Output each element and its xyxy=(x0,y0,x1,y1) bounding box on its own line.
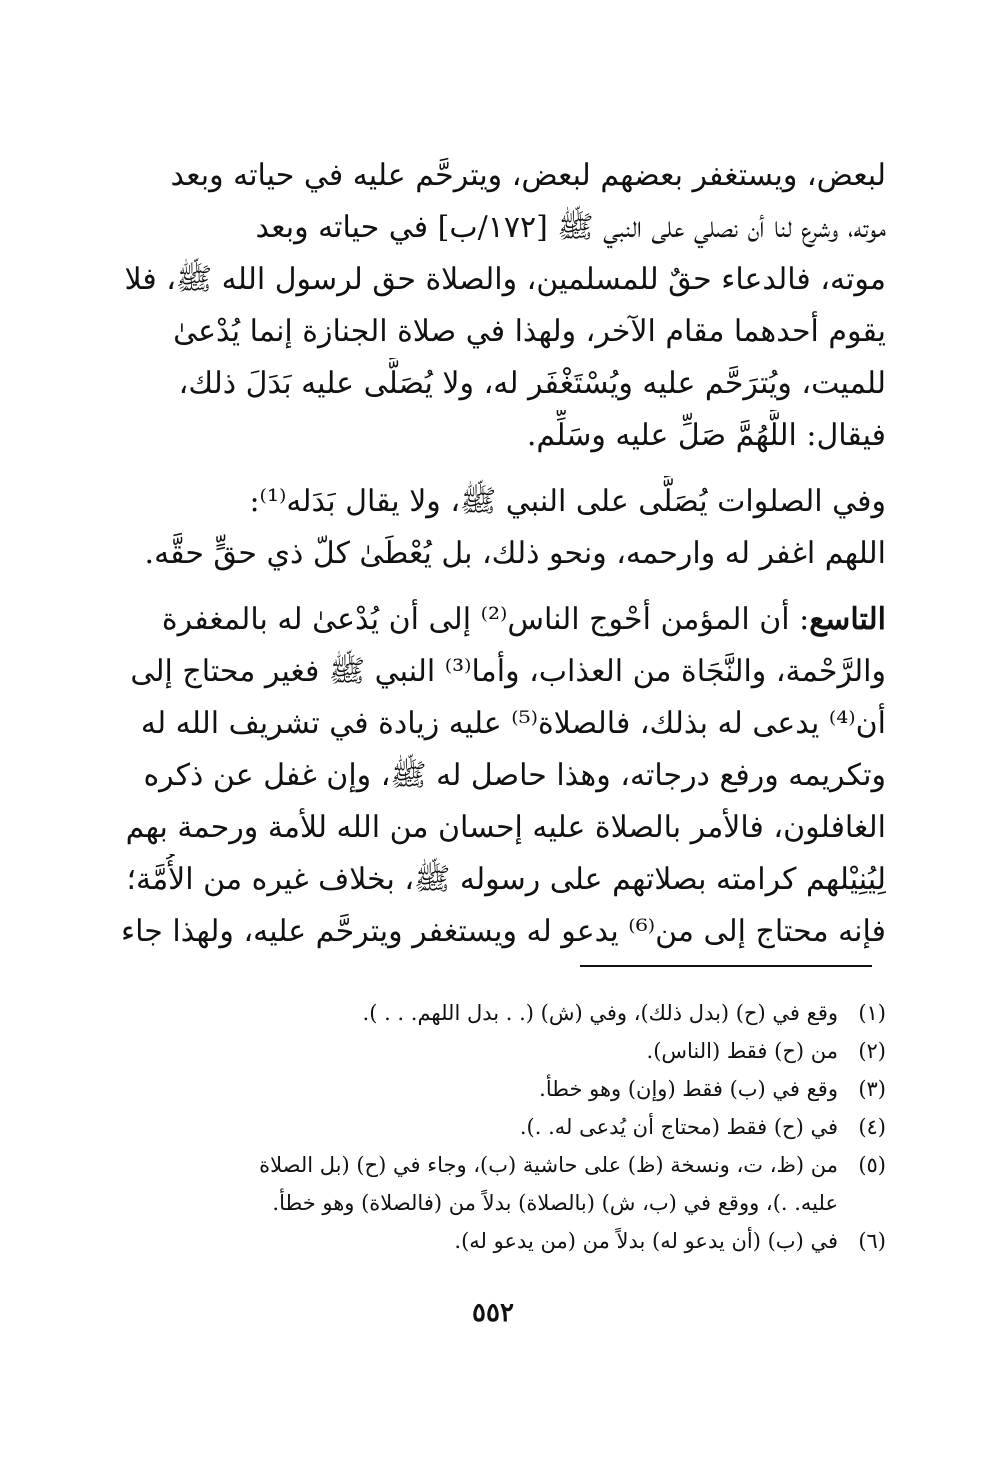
footnote-number: (٥) xyxy=(858,1153,886,1177)
body-line: موته، فالدعاء حقٌ للمسلمين، والصلاة حق لرسول الله ﷺ، فلا xyxy=(124,262,886,297)
footnote-text: في (ب) (أن يدعو له) بدلاً من (من يدعو له). xyxy=(454,1229,838,1253)
footnote-text: من (ح) فقط (الناس). xyxy=(646,1039,838,1063)
footnote-number: (١) xyxy=(858,1001,886,1025)
heading-line-text: : أن المؤمن أحْوج الناس⁽²⁾ إلى أن يُدْعىٰ له بالمغفرة xyxy=(161,602,810,637)
footnote xyxy=(100,1146,886,1222)
body-line: الغافلون، فالأمر بالصلاة عليه إحسان من الله للأمة ورحمة بهم xyxy=(125,810,886,845)
body-line: وتكريمه ورفع درجاته، وهذا حاصل له ﷺ، وإن غفل عن ذكره xyxy=(143,758,886,793)
footnote-number: (٢) xyxy=(858,1039,886,1063)
footnote-text: في (ح) فقط (محتاج أن يُدعى له. .). xyxy=(519,1115,838,1139)
footnote-text: من (ظ، ت، ونسخة (ظ) على حاشية (ب)، وجاء في (ح) (بل الصلاة xyxy=(259,1153,838,1177)
body-line xyxy=(100,594,886,646)
body-line: لِيُنِيْلهم كرامته بصلاتهم على رسوله ﷺ، بخلاف غيره من الأُمَّة؛ xyxy=(126,862,886,897)
body-line: والرَّحْمة، والنَّجَاة من العذاب، وأما⁽³⁾ النبي ﷺ فغير محتاج إلى xyxy=(130,654,886,689)
body-line: أن⁽⁴⁾ يدعى له بذلك، فالصلاة⁽⁵⁾ عليه زيادة في تشريف الله له xyxy=(140,706,886,741)
body-line: يقوم أحدهما مقام الآخر، ولهذا في صلاة الجنازة إنما يُدْعىٰ xyxy=(173,314,886,349)
footnote xyxy=(100,1222,886,1260)
paragraph-1 xyxy=(100,150,886,462)
footnote-number: (٣) xyxy=(858,1077,886,1101)
footnote-text: وقع في (ب) فقط (وإن) وهو خطأ. xyxy=(539,1077,838,1101)
paragraph-2 xyxy=(100,476,886,580)
footnote xyxy=(100,1032,886,1070)
footnote-text: وقع في (ح) (بدل ذلك)، وفي (ش) (. . بدل اللهم. . . ). xyxy=(362,1001,838,1025)
paragraph-3 xyxy=(100,594,886,958)
footnotes xyxy=(100,994,886,1260)
body-line: فإنه محتاج إلى من⁽⁶⁾ يدعو له ويستغفر ويترحَّم عليه، ولهذا جاء xyxy=(121,914,886,949)
footnote-number: (٦) xyxy=(858,1229,886,1253)
body-line: فيقال: اللَّهُمَّ صَلِّ عليه وسَلِّم. xyxy=(526,418,886,453)
footnote-separator xyxy=(580,965,872,967)
footnote-text: عليه. .)، ووقع في (ب، ش) (بالصلاة) بدلاً من (فالصلاة) وهو خطأ. xyxy=(272,1191,838,1215)
body-line: للميت، ويُترَحَّم عليه ويُسْتَغْفَر له، ولا يُصَلَّى عليه بَدَلَ ذلك، xyxy=(178,366,886,401)
footnote-number: (٤) xyxy=(858,1115,886,1139)
footnote xyxy=(100,1070,886,1108)
footnote xyxy=(100,994,886,1032)
body-line: لبعض، ويستغفر بعضهم لبعض، ويترحَّم عليه في حياته وبعد xyxy=(170,158,886,193)
body-line: وفي الصلوات يُصَلَّى على النبي ﷺ، ولا يقال بَدَله⁽¹⁾: xyxy=(249,484,886,519)
body-line: موته، وشرع لنا أن نصلي على النبي ﷺ [١٧٢/ب] في حياته وبعد xyxy=(255,210,886,245)
page-number: ٥٥٢ xyxy=(472,1298,514,1328)
section-heading: التاسع xyxy=(809,602,886,637)
footnote xyxy=(100,1108,886,1146)
body-line: اللهم اغفر له وارحمه، ونحو ذلك، بل يُعْطَىٰ كلّ ذي حقٍّ حقَّه. xyxy=(144,536,886,571)
